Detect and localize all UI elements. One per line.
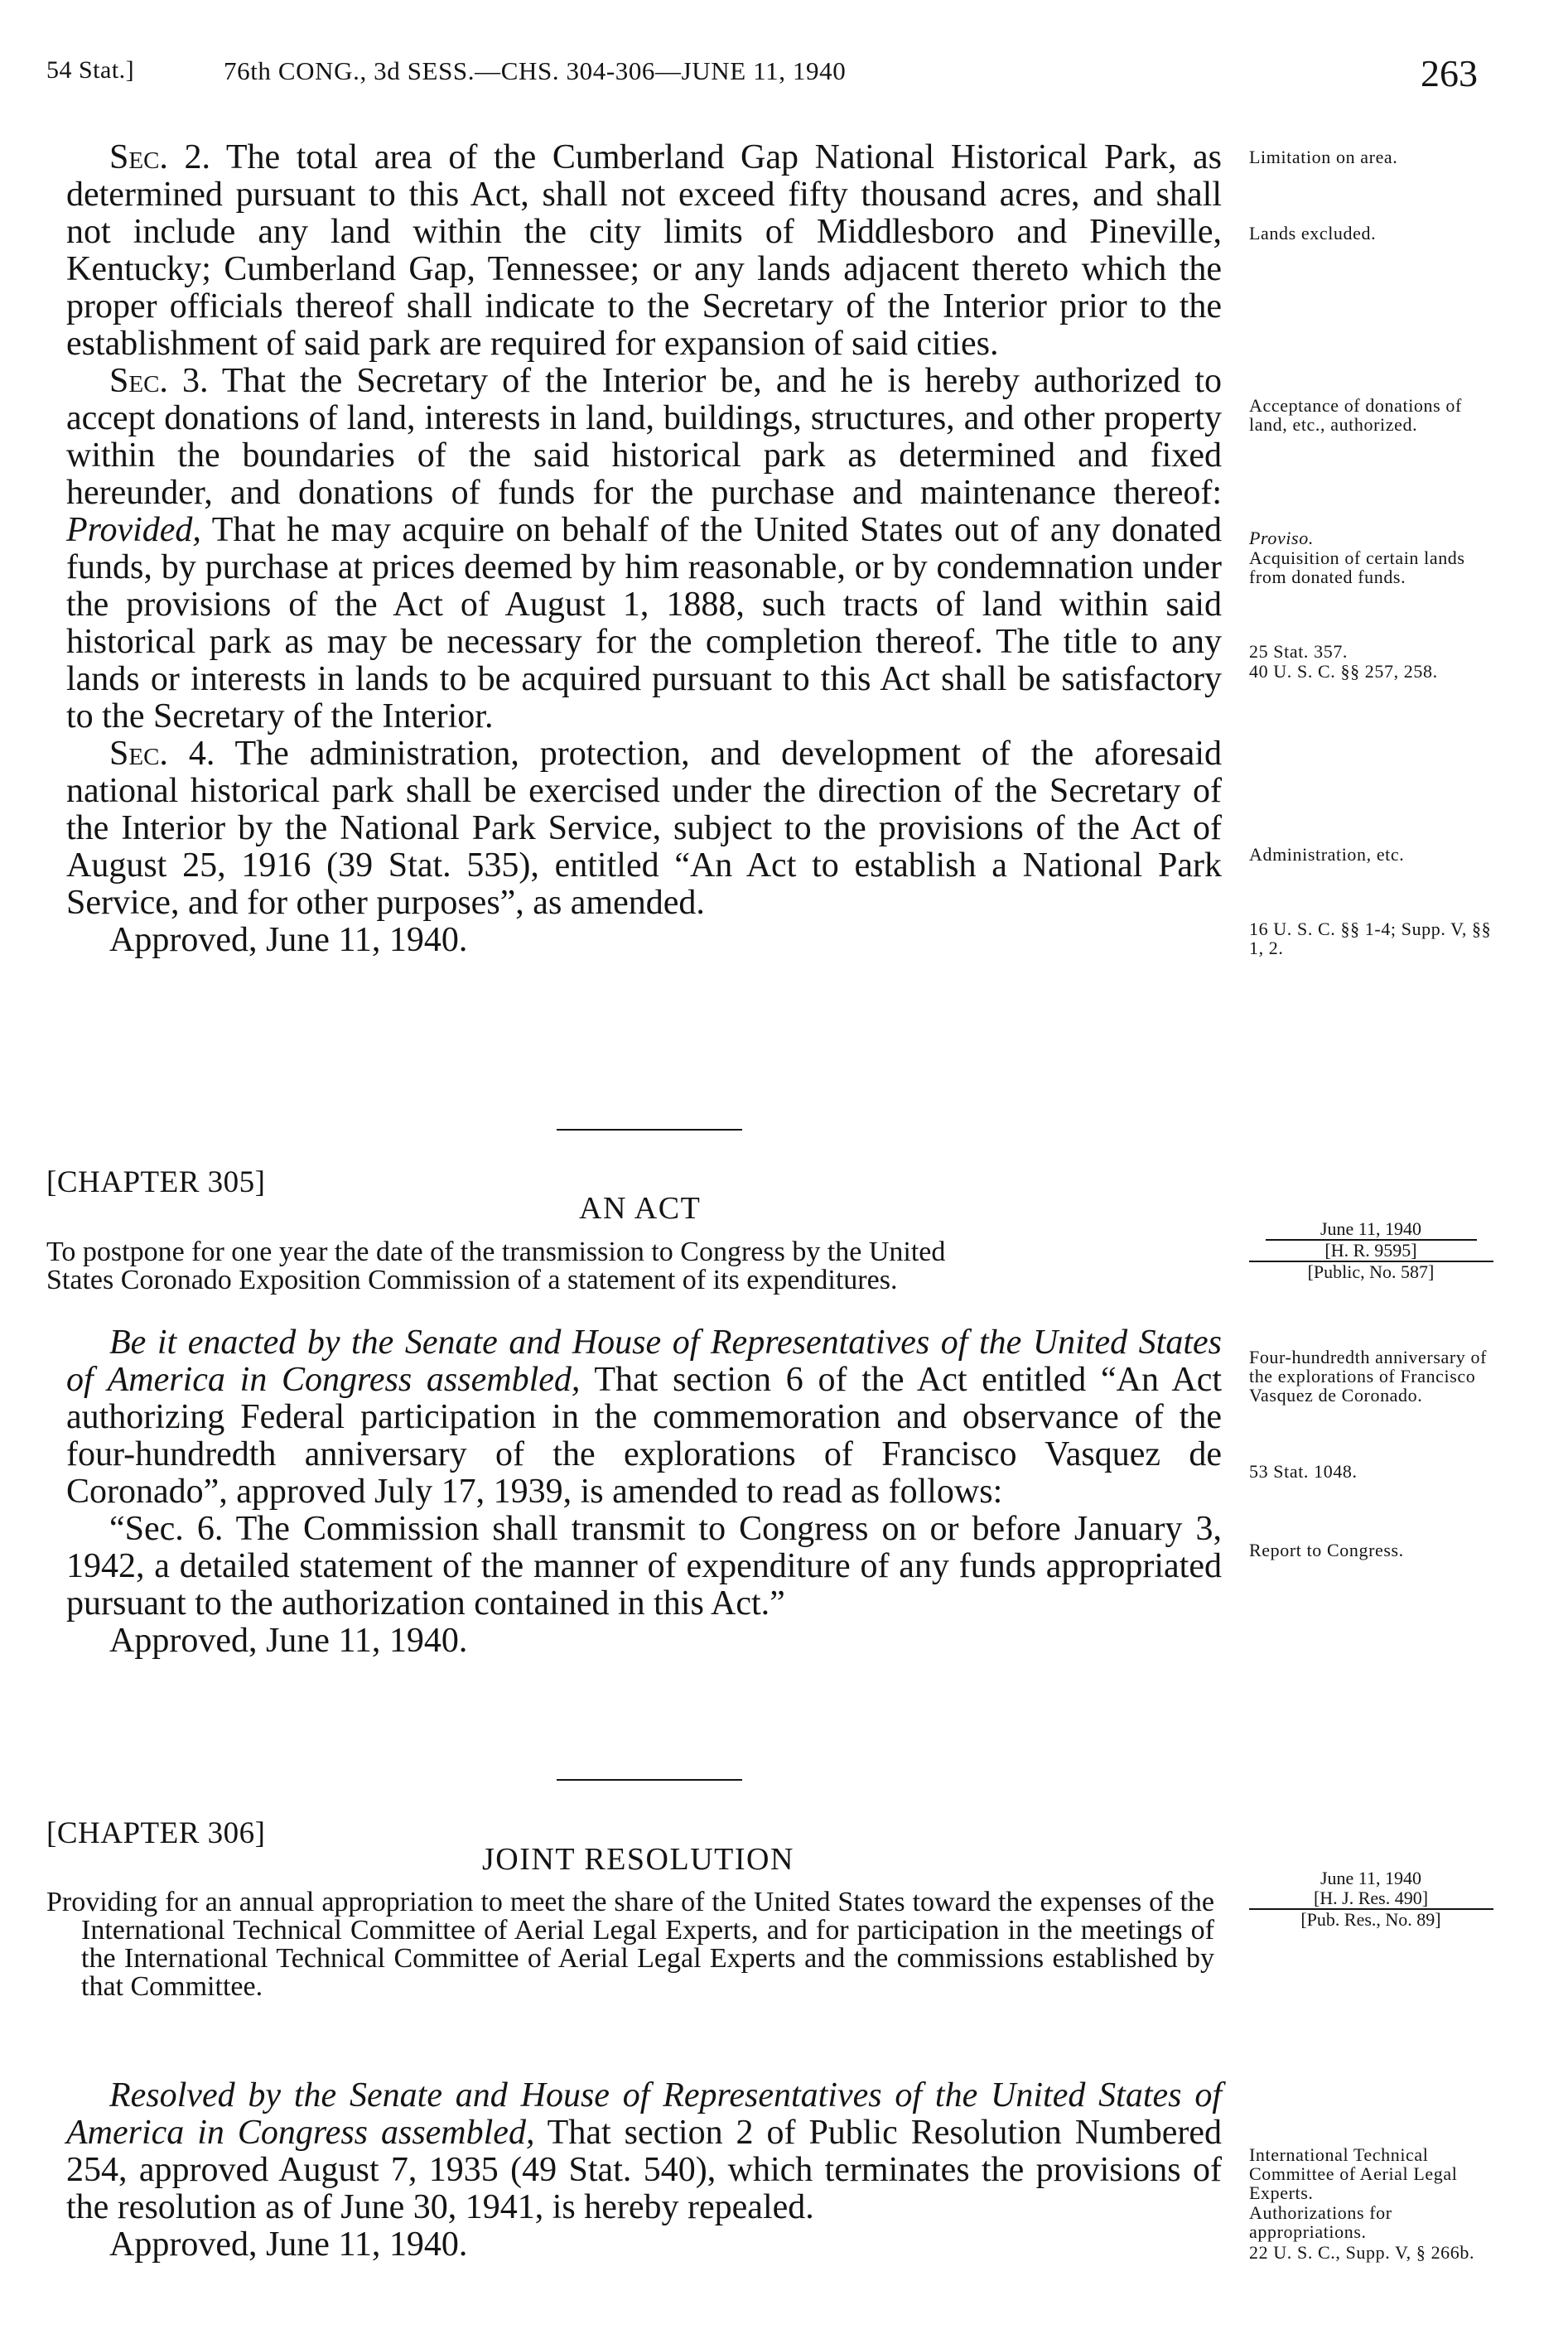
approved-line: Approved, June 11, 1940. <box>109 2225 468 2264</box>
chapter-heading: [CHAPTER 305] <box>46 1165 266 1199</box>
chapter-heading: [CHAPTER 306] <box>46 1816 266 1850</box>
purpose-line: States Coronado Exposition Commission of a statement of its expenditures. <box>46 1265 898 1295</box>
divider-rule <box>557 1779 742 1781</box>
public-law-number: [Public, No. 587] <box>1249 1261 1493 1282</box>
purpose-line: Providing for an annual appropriation to meet the share of the United States toward the expenses of the International Technical Committee of Aerial Legal Experts, and for participation in the meetings of the International Technical Committee of Aerial Legal Experts and the commissions established by that Committee. <box>46 1887 1215 2002</box>
resolution-purpose <box>46 1888 1214 2001</box>
margin-note: 22 U. S. C., Supp. V, § 266b. <box>1249 2242 1475 2263</box>
margin-note: Lands excluded. <box>1249 223 1377 244</box>
margin-note: Report to Congress. <box>1249 1540 1404 1560</box>
enactment-reference <box>1247 1869 1495 1930</box>
public-resolution-number: [Pub. Res., No. 89] <box>1249 1908 1493 1930</box>
enacting-clause <box>66 1324 1222 1511</box>
amendment-text: That section 6 of the Act entitled “An Act authorizing Federal participation in the commemoration and observance of the four-hundredth anniversary of the explorations of Francisco Vasquez de Coronado”, approved July 17, 1939, is amended to read as follows: <box>66 1361 1223 1511</box>
approved-line: Approved, June 11, 1940. <box>109 1622 468 1660</box>
section-label: Sec. 4. <box>109 735 215 773</box>
proviso-word: Provided, <box>66 511 201 549</box>
margin-note: Acceptance of donations of land, etc., authorized. <box>1249 395 1462 435</box>
chapter-305-body <box>66 1324 1222 1660</box>
chapter-306-body <box>66 2077 1222 2264</box>
purpose-line: To postpone for one year the date of the transmission to Congress by the United <box>46 1237 946 1267</box>
proviso-label: Proviso. <box>1249 528 1314 548</box>
resolving-formula: Resolved by the Senate and House of Representatives of the United States of America in Congress assembled, <box>66 2076 1222 2152</box>
section-text: The administration, protection, and development of the aforesaid national historical park shall be exercised under the direction of the Secretary of the Interior by the National Park Service, subject to the provisions of the Act of August 25, 1916 (39 Stat. 535), entitled “An Act to establish a National Park Service, and for other purposes”, as amended. <box>66 735 1222 922</box>
resolution-title: JOINT RESOLUTION <box>482 1842 794 1877</box>
enacting-formula: Be it enacted by the Senate and House of Representatives of the United States of America in Congress assembled, <box>66 1324 1222 1399</box>
approved-line: Approved, June 11, 1940. <box>109 921 468 959</box>
section-text: The total area of the Cumberland Gap National Historical Park, as determined pursuant to this Act, shall not exceed fifty thousand acres, and shall not include any land within the city limits of Middlesboro and Pineville, Kentucky; Cumberland Gap, Tennessee; or any lands adjacent thereto which the proper officials thereof shall indicate to the Secretary of the Interior prior to the establishment of said park are required for expansion of said cities. <box>66 138 1223 363</box>
section-label: Sec. 3. <box>109 362 209 400</box>
section-4 <box>66 735 1222 922</box>
section-label: Sec. 2. <box>109 138 210 176</box>
chapter-304-body <box>66 139 1222 959</box>
section-2 <box>66 139 1222 363</box>
margin-note: 16 U. S. C. §§ 1-4; Supp. V, §§ 1, 2. <box>1249 919 1492 958</box>
bill-number: [H. R. 9595] <box>1266 1239 1477 1261</box>
section-text: That he may acquire on behalf of the United States out of any donated funds, by purchase at prices deemed by him reasonable, or by condemnation under the provisions of the Act of August 1, 1888, such tracts of land within said historical park as may be necessary for the completion thereof. The title to any lands or interests in lands to be acquired pursuant to this Act shall be satisfactory to the Secretary of the Interior. <box>66 511 1222 735</box>
margin-note: 25 Stat. 357. <box>1249 641 1348 662</box>
margin-note: Administration, etc. <box>1249 844 1405 865</box>
margin-note: 53 Stat. 1048. <box>1249 1461 1358 1482</box>
quoted-section: “Sec. 6. The Commission shall transmit to Congress on or before January 3, 1942, a detailed statement of the manner of expenditure of any funds appropriated pursuant to the authorization contained in this Act.” <box>66 1510 1222 1623</box>
enactment-reference <box>1247 1219 1495 1282</box>
margin-note: Acquisition of certain lands from donated funds. <box>1249 547 1465 587</box>
margin-note: Limitation on area. <box>1249 147 1398 167</box>
section-3 <box>66 363 1222 735</box>
header-session: 76th CONG., 3d SESS.—CHS. 304-306—JUNE 11, 1940 <box>224 56 847 85</box>
margin-note: International Technical Committee of Aerial Legal Experts. <box>1249 2144 1458 2203</box>
divider-rule <box>557 1129 742 1131</box>
header-volume: 54 Stat.] <box>46 56 135 84</box>
resolving-clause <box>66 2077 1222 2226</box>
margin-note: Four-hundredth anniversary of the explorations of Francisco Vasquez de Coronado. <box>1249 1347 1487 1406</box>
margin-note: Authorizations for appropriations. <box>1249 2202 1392 2242</box>
act-purpose <box>46 1238 1214 1295</box>
margin-note <box>1249 528 1498 547</box>
enactment-date: June 11, 1940 <box>1320 1218 1421 1239</box>
bill-number: [H. J. Res. 490] <box>1313 1888 1429 1908</box>
margin-note: 40 U. S. C. §§ 257, 258. <box>1249 661 1438 682</box>
resolution-text: That section 2 of Public Resolution Numbered 254, approved August 7, 1935 (49 Stat. 540), which terminates the provisions of the resolution as of June 30, 1941, is hereby repealed. <box>66 2114 1222 2226</box>
page-number: 263 <box>1421 52 1478 94</box>
act-title: AN ACT <box>579 1191 702 1226</box>
enactment-date: June 11, 1940 <box>1320 1868 1421 1888</box>
section-text: That the Secretary of the Interior be, and he is hereby authorized to accept donations of land, interests in land, buildings, structures, and other property within the boundaries of the said historical park as determined and fixed hereunder, and donations of funds for the purchase and maintenance thereof: <box>66 362 1222 512</box>
